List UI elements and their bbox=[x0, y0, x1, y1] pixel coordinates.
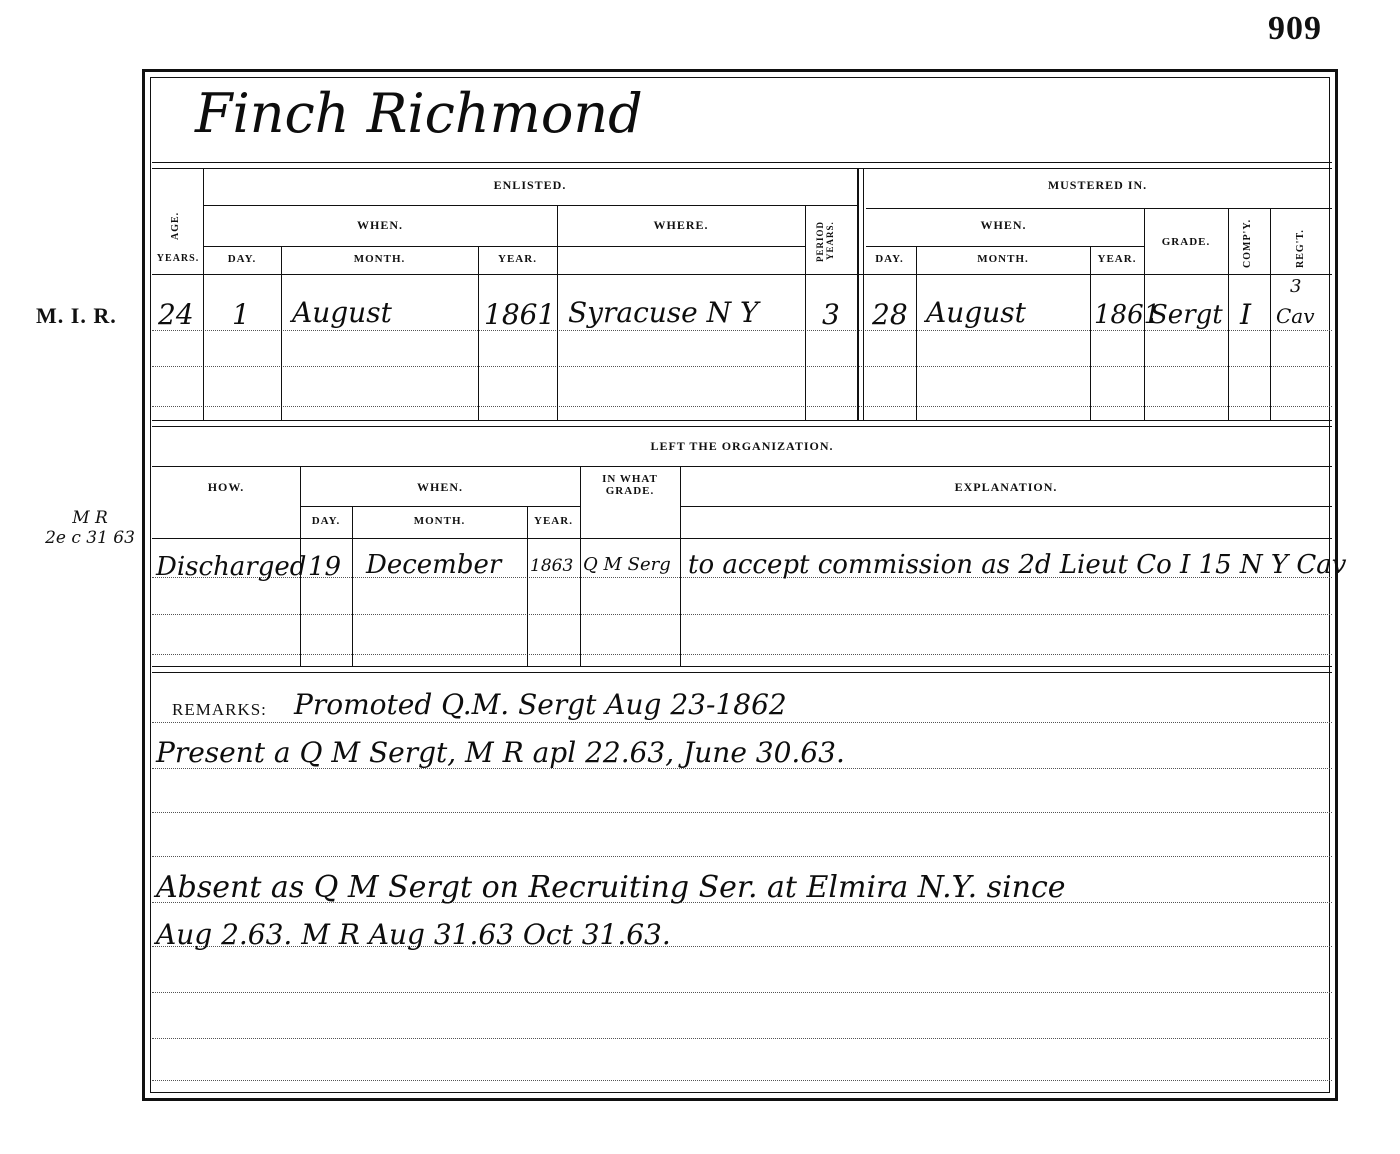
period-label: PERIOD YEARS. bbox=[815, 220, 835, 262]
left-grade-value: Q M Serg bbox=[583, 554, 671, 575]
muster-day-value: 28 bbox=[872, 298, 908, 331]
muster-regiment-number: 3 bbox=[1290, 276, 1302, 297]
period-value: 3 bbox=[822, 298, 840, 331]
mustered-heading: MUSTERED IN. bbox=[1047, 178, 1148, 192]
vrule-left-day bbox=[352, 506, 353, 666]
vrule-enlist-month bbox=[478, 246, 479, 420]
remarks-line-2: Present a Q M Sergt, M R apl 22.63, June 30.63. bbox=[156, 736, 845, 769]
dot-remarks-3 bbox=[152, 812, 1332, 813]
vrule-left-grade bbox=[680, 466, 681, 666]
enlist-month-value: August bbox=[292, 296, 392, 329]
muster-year-label: YEAR. bbox=[1097, 253, 1137, 265]
vrule-left-year bbox=[580, 466, 581, 666]
dot-left-2 bbox=[152, 614, 1332, 615]
muster-regiment-label: REG'T. bbox=[1295, 229, 1306, 268]
rule-left-top bbox=[152, 426, 1332, 427]
left-explanation-label: EXPLANATION. bbox=[954, 480, 1058, 494]
rule-muster-when-sub bbox=[866, 246, 1144, 247]
muster-company-label: COMP'Y. bbox=[1242, 218, 1253, 268]
left-year-value: 1863 bbox=[530, 556, 574, 576]
muster-when-label: WHEN. bbox=[980, 218, 1027, 232]
rule-left-heading-bottom bbox=[152, 466, 1332, 467]
soldier-name: Finch Richmond bbox=[195, 82, 643, 145]
rule-left-bottom bbox=[152, 666, 1332, 667]
age-value: 24 bbox=[158, 298, 194, 331]
vrule-muster-grade bbox=[1228, 208, 1229, 420]
dot-remarks-9 bbox=[152, 1080, 1332, 1081]
vrule-enlist-day bbox=[281, 246, 282, 420]
dot-remarks-7 bbox=[152, 992, 1332, 993]
rule-enlist-top bbox=[152, 168, 1332, 169]
enlisted-heading: ENLISTED. bbox=[493, 178, 567, 192]
rule-remarks-top bbox=[152, 672, 1332, 673]
muster-month-value: August bbox=[926, 296, 1026, 329]
age-label: AGE. bbox=[170, 211, 181, 240]
muster-grade-value: Sergt bbox=[1150, 300, 1223, 330]
vrule-left-month bbox=[527, 506, 528, 666]
dot-enlist-3 bbox=[152, 406, 1332, 407]
rule-left-header-bottom bbox=[152, 538, 1332, 539]
remarks-line-4: Aug 2.63. M R Aug 31.63 Oct 31.63. bbox=[156, 918, 671, 951]
remarks-label: REMARKS: bbox=[172, 700, 267, 719]
page-number: 909 bbox=[1268, 10, 1322, 47]
dot-enlist-2 bbox=[152, 366, 1332, 367]
rule-enlist-when-sub bbox=[204, 246, 806, 247]
enlist-year-label: YEAR. bbox=[498, 253, 537, 265]
vrule-muster-month bbox=[1090, 246, 1091, 420]
unit-code: M. I. R. bbox=[36, 303, 117, 328]
rule-enlist-header-bottom bbox=[152, 274, 1332, 275]
left-month-label: MONTH. bbox=[413, 515, 466, 527]
rule-enlisted-sub bbox=[204, 205, 858, 206]
vrule-muster-company bbox=[1270, 208, 1271, 420]
enlist-year-value: 1861 bbox=[484, 298, 556, 331]
dot-left-3 bbox=[152, 654, 1332, 655]
vrule-enlist-divider-b bbox=[863, 168, 864, 420]
dot-remarks-8 bbox=[152, 1038, 1332, 1039]
enlist-where-value: Syracuse N Y bbox=[568, 296, 759, 329]
rule-enlist-bottom bbox=[152, 420, 1332, 421]
rule-left-expl-sub bbox=[680, 506, 1332, 507]
muster-grade-label: GRADE. bbox=[1161, 236, 1211, 248]
left-how-value: Discharged bbox=[156, 552, 307, 582]
left-day-value: 19 bbox=[308, 552, 342, 582]
vrule-enlist-year bbox=[557, 205, 558, 420]
rule-left-when-sub bbox=[300, 506, 580, 507]
rule-mustered-sub bbox=[866, 208, 1332, 209]
muster-regiment-value: Cav bbox=[1276, 304, 1315, 328]
remarks-line-1: Promoted Q.M. Sergt Aug 23-1862 bbox=[294, 688, 787, 721]
muster-company-value: I bbox=[1240, 298, 1252, 331]
left-grade-label: IN WHAT GRADE. bbox=[602, 473, 658, 497]
vrule-muster-day bbox=[916, 246, 917, 420]
left-org-heading: LEFT THE ORGANIZATION. bbox=[650, 439, 834, 453]
muster-month-label: MONTH. bbox=[977, 253, 1029, 265]
left-explanation-value: to accept commission as 2d Lieut Co I 15 N Y Cav bbox=[688, 550, 1347, 580]
muster-year-value: 1861 bbox=[1094, 300, 1161, 330]
vrule-enlist-divider-a bbox=[857, 168, 859, 420]
enlist-day-label: DAY. bbox=[227, 253, 257, 265]
side-handwritten-note: M R 2e c 31 63 bbox=[45, 508, 135, 548]
vrule-enlist-where bbox=[805, 205, 806, 420]
enlist-when-label: WHEN. bbox=[356, 218, 403, 232]
left-month-value: December bbox=[366, 550, 502, 580]
muster-day-label: DAY. bbox=[875, 253, 904, 265]
left-day-label: DAY. bbox=[311, 515, 341, 527]
left-when-label: WHEN. bbox=[416, 480, 463, 494]
enlist-day-value: 1 bbox=[232, 298, 250, 331]
dot-remarks-4 bbox=[152, 856, 1332, 857]
vrule-age bbox=[203, 168, 204, 420]
enlist-where-label: WHERE. bbox=[653, 218, 709, 232]
left-how-label: HOW. bbox=[207, 480, 245, 494]
years-label: YEARS. bbox=[156, 253, 200, 264]
left-year-label: YEAR. bbox=[534, 515, 573, 527]
rule-name-bottom bbox=[152, 162, 1332, 163]
dot-enlist-1 bbox=[152, 330, 1332, 331]
enlist-month-label: MONTH. bbox=[353, 253, 406, 265]
dot-remarks-1 bbox=[152, 722, 1332, 723]
remarks-line-3: Absent as Q M Sergt on Recruiting Ser. at Elmira N.Y. since bbox=[156, 870, 1066, 905]
